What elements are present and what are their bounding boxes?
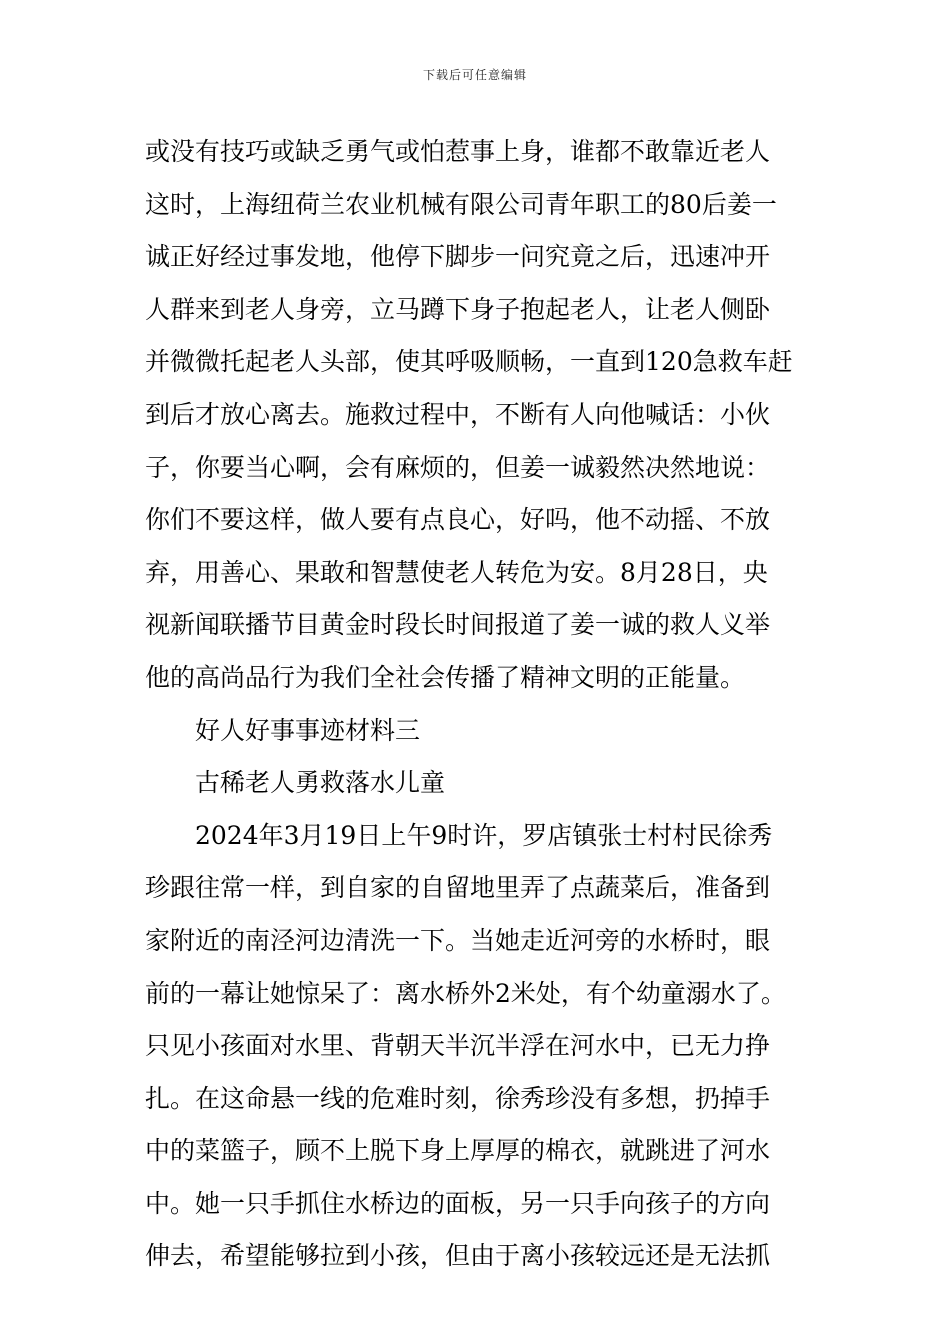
text-line: 或没有技巧或缺乏勇气或怕惹事上身，谁都不敢靠近老人 xyxy=(145,137,771,166)
text-line: 他的高尚品行为我们全社会传播了精神文明的正能量。 xyxy=(145,662,746,692)
text-line: 到后才放心离去。施救过程中，不断有人向他喊话：小伙 xyxy=(145,399,771,429)
text-line: 视新闻联播节目黄金时段长时间报道了姜一诚的救人义举 xyxy=(145,610,771,640)
text-line: 伸去，希望能够拉到小孩，但由于离小孩较远还是无法抓 xyxy=(145,1241,771,1271)
text-line: 家附近的南泾河边清洗一下。当她走近河旁的水桥时，眼 xyxy=(145,925,771,955)
paragraph-start-line: 2024年3月19日上午9时许，罗店镇张士村村民徐秀 xyxy=(195,820,773,850)
text-line: 子，你要当心啊，会有麻烦的，但姜一诚毅然决然地说： xyxy=(145,452,771,482)
text-line: 人群来到老人身旁，立马蹲下身子抱起老人，让老人侧卧 xyxy=(145,294,771,324)
text-line: 前的一幕让她惊呆了：离水桥外2米处，有个幼童溺水了。 xyxy=(145,978,786,1008)
text-line: 只见小孩面对水里、背朝天半沉半浮在河水中，已无力挣 xyxy=(145,1031,771,1061)
text-line: 这时，上海纽荷兰农业机械有限公司青年职工的80后姜一 xyxy=(145,189,777,219)
section-heading: 好人好事事迹材料三 xyxy=(195,715,421,745)
document-body xyxy=(145,126,810,1283)
text-line: 你们不要这样，做人要有点良心，好吗，他不动摇、不放 xyxy=(145,505,771,535)
text-line: 中的菜篮子，顾不上脱下身上厚厚的棉衣，就跳进了河水 xyxy=(145,1136,771,1166)
text-line: 诚正好经过事发地，他停下脚步一问究竟之后，迅速冲开 xyxy=(145,242,771,272)
text-line: 弃，用善心、果敢和智慧使老人转危为安。8月28日，央 xyxy=(145,557,768,587)
text-line: 并微微托起老人头部，使其呼吸顺畅，一直到120急救车赶 xyxy=(145,347,793,377)
header-note: 下载后可任意编辑 xyxy=(422,68,527,82)
text-line: 珍跟往常一样，到自家的自留地里弄了点蔬菜后，准备到 xyxy=(145,873,771,903)
text-line: 扎。在这命悬一线的危难时刻，徐秀珍没有多想，扔掉手 xyxy=(145,1083,771,1113)
text-line: 中。她一只手抓住水桥边的面板，另一只手向孩子的方向 xyxy=(145,1188,771,1218)
story-title: 古稀老人勇救落水儿童 xyxy=(195,768,446,798)
